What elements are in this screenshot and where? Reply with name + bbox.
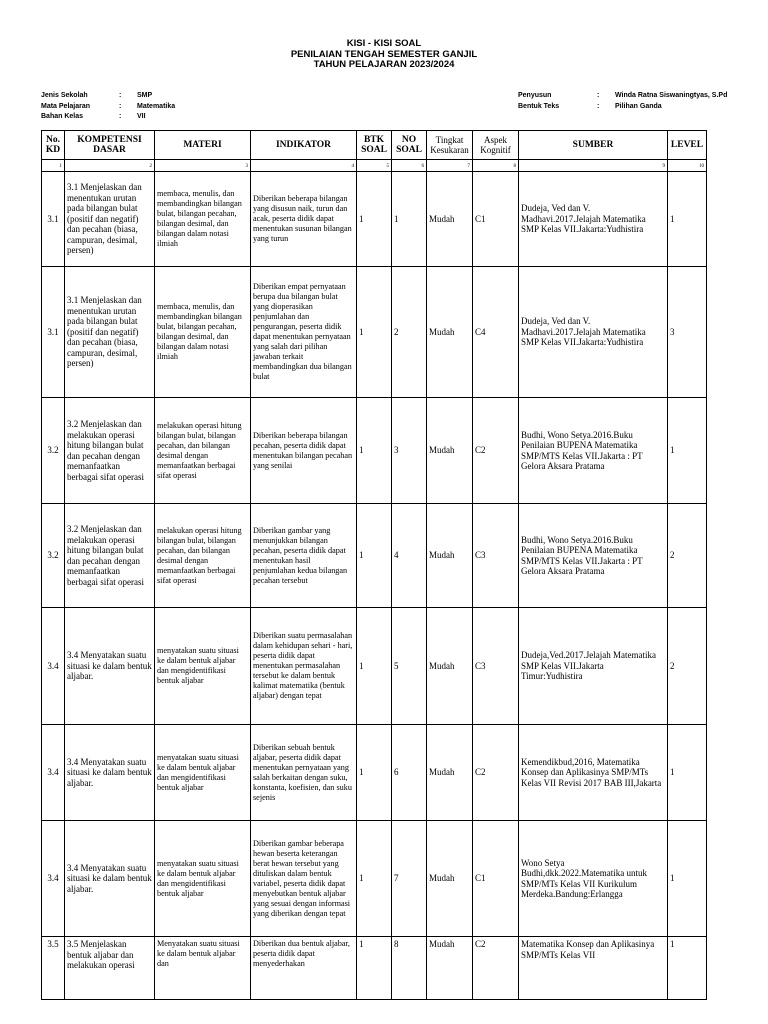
meta-key: Penyusun [518, 92, 552, 99]
cell-no-soal: 8 [392, 937, 427, 1000]
col-header-aspek: Aspek Kognitif [473, 131, 519, 160]
cell-kompetensi: 3.4 Menyatakan suatu situasi ke dalam bentuk aljabar. [65, 725, 155, 821]
meta-row [41, 91, 175, 102]
cell-indikator: Diberikan empat pernyataan berupa dua bilangan bulat yang dioperasikan penjumlahan dan pengurangan, peserta didik dapat menentukan pernyataan yang salah dari pilihan jawaban terkait membandingkan dua bilangan bulat [251, 267, 357, 398]
meta-value: Pilihan Ganda [615, 102, 662, 110]
col-number: 8 [473, 160, 519, 172]
cell-btk: 1 [357, 398, 392, 504]
col-number: 2 [65, 160, 155, 172]
table-row [42, 504, 707, 608]
cell-tingkat: Mudah [427, 267, 473, 398]
cell-no-soal: 5 [392, 608, 427, 725]
cell-aspek: C1 [473, 821, 519, 937]
meta-row [41, 112, 175, 123]
cell-sumber: Budhi, Wono Setya.2016.Buku Penilaian BUPENA Matematika SMP/MTS Kelas VII.Jakarta : PT Gelora Aksara Pratama [519, 504, 668, 608]
meta-info-right [518, 91, 727, 112]
cell-materi: membaca, menulis, dan membandingkan bilangan bulat, bilangan pecahan, bilangan desimal, dan bilangan dalam notasi ilmiah [155, 172, 251, 267]
cell-aspek: C3 [473, 608, 519, 725]
cell-indikator: Diberikan gambar beberapa hewan beserta keterangan berat hewan tersebut yang dituliskan dalam bentuk variabel, peserta didik dapat menyebutkan bentuk aljabar yang sesuai dengan informasi yang diberikan dengan tepat [251, 821, 357, 937]
cell-no-soal: 6 [392, 725, 427, 821]
header-year: TAHUN PELAJARAN 2023/2024 [313, 59, 455, 70]
cell-kd: 3.4 [42, 821, 65, 937]
cell-tingkat: Mudah [427, 937, 473, 1000]
cell-level: 3 [668, 267, 707, 398]
meta-sep: : [119, 113, 122, 120]
cell-aspek: C2 [473, 398, 519, 504]
cell-aspek: C3 [473, 504, 519, 608]
table-row [42, 937, 707, 1000]
cell-indikator: Diberikan sebuah bentuk aljabar, peserta didik dapat menentukan pernyataan yang salah berkaitan dengan suku, konstanta, koefisien, dan suku sejenis [251, 725, 357, 821]
col-number: 6 [392, 160, 427, 172]
meta-sep: : [597, 102, 600, 110]
cell-indikator: Diberikan suatu permasalahan dalam kehidupan sehari - hari, peserta didik dapat menentukan permasalahan tersebut ke dalam bentuk kalimat matematika (bentuk aljabar) dengan tepat [251, 608, 357, 725]
col-header-sumber: SUMBER [519, 131, 668, 160]
meta-row [518, 91, 727, 102]
col-number: 9 [519, 160, 668, 172]
cell-tingkat: Mudah [427, 725, 473, 821]
col-header-no-soal: NO SOAL [392, 131, 427, 160]
cell-level: 1 [668, 725, 707, 821]
cell-kompetensi: 3.1 Menjelaskan dan menentukan urutan pada bilangan bulat (positif dan negatif) dan pecahan (biasa, campuran, desimal, persen) [65, 172, 155, 267]
cell-kompetensi: 3.2 Menjelaskan dan melakukan operasi hitung bilangan bulat dan pecahan dengan memanfaatkan berbagai sifat operasi [65, 504, 155, 608]
cell-materi: melakukan operasi hitung bilangan bulat, bilangan pecahan, dan bilangan desimal dengan memanfaatkan berbagai sifat operasi [155, 398, 251, 504]
cell-materi: menyatakan suatu situasi ke dalam bentuk aljabar dan mengidentifikasi bentuk aljabar [155, 725, 251, 821]
cell-btk: 1 [357, 267, 392, 398]
cell-btk: 1 [357, 172, 392, 267]
cell-btk: 1 [357, 608, 392, 725]
cell-btk: 1 [357, 937, 392, 1000]
meta-sep: : [119, 102, 122, 110]
col-number: 4 [251, 160, 357, 172]
table-row [42, 398, 707, 504]
col-header-indikator: INDIKATOR [251, 131, 357, 160]
col-header-materi: MATERI [155, 131, 251, 160]
cell-sumber: Dudeja, Ved dan V. Madhavi.2017.Jelajah Matematika SMP Kelas VII.Jakarta:Yudhistira [519, 172, 668, 267]
cell-kompetensi: 3.4 Menyatakan suatu situasi ke dalam bentuk aljabar. [65, 821, 155, 937]
meta-sep: : [119, 92, 122, 99]
cell-level: 1 [668, 398, 707, 504]
column-number-row [42, 160, 707, 172]
cell-tingkat: Mudah [427, 398, 473, 504]
cell-kompetensi: 3.4 Menyatakan suatu situasi ke dalam bentuk aljabar. [65, 608, 155, 725]
cell-kd: 3.2 [42, 504, 65, 608]
cell-indikator: Diberikan beberapa bilangan pecahan, peserta didik dapat menentukan bilangan pecahan yang senilai [251, 398, 357, 504]
col-number: 5 [357, 160, 392, 172]
cell-kd: 3.4 [42, 608, 65, 725]
cell-aspek: C1 [473, 172, 519, 267]
cell-kd: 3.1 [42, 172, 65, 267]
col-header-btk: BTK SOAL [357, 131, 392, 160]
col-number: 3 [155, 160, 251, 172]
cell-tingkat: Mudah [427, 172, 473, 267]
cell-no-soal: 2 [392, 267, 427, 398]
cell-tingkat: Mudah [427, 821, 473, 937]
meta-value: Matematika [137, 102, 176, 110]
cell-level: 2 [668, 504, 707, 608]
cell-btk: 1 [357, 725, 392, 821]
cell-level: 1 [668, 821, 707, 937]
cell-sumber: Wono Setya Budhi,dkk.2022.Matematika untuk SMP/MTs Kelas VII Kurikulum Merdeka.Bandung:Erlangga [519, 821, 668, 937]
cell-no-soal: 1 [392, 172, 427, 267]
cell-sumber: Dudeja,Ved.2017.Jelajah Matematika SMP Kelas VII.Jakarta Timur:Yudhistira [519, 608, 668, 725]
meta-value: SMP [137, 92, 153, 99]
cell-level: 1 [668, 172, 707, 267]
col-number: 10 [668, 160, 707, 172]
cell-indikator: Diberikan dua bentuk aljabar, peserta didik dapat menyederhakan [251, 937, 357, 1000]
cell-no-soal: 7 [392, 821, 427, 937]
meta-value: VII [137, 113, 146, 120]
cell-materi: menyatakan suatu situasi ke dalam bentuk aljabar dan mengidentifikasi bentuk aljabar [155, 608, 251, 725]
table-row [42, 725, 707, 821]
cell-no-soal: 4 [392, 504, 427, 608]
header-subtitle: PENILAIAN TENGAH SEMESTER GANJIL [290, 48, 478, 60]
cell-aspek: C2 [473, 937, 519, 1000]
cell-sumber: Dudeja, Ved dan V. Madhavi.2017.Jelajah Matematika SMP Kelas VII.Jakarta:Yudhistira [519, 267, 668, 398]
cell-btk: 1 [357, 504, 392, 608]
cell-sumber: Matematika Konsep dan Aplikasinya SMP/MTs Kelas VII [519, 937, 668, 1000]
document-header [0, 39, 768, 71]
table-row [42, 608, 707, 725]
table-row [42, 172, 707, 267]
cell-kd: 3.4 [42, 725, 65, 821]
meta-key: Mata Pelajaran [41, 102, 91, 110]
cell-no-soal: 3 [392, 398, 427, 504]
meta-key: Bahan Kelas [41, 113, 84, 120]
cell-kd: 3.2 [42, 398, 65, 504]
meta-value: Winda Ratna Siswaningtyas, S.Pd [615, 92, 728, 99]
cell-sumber: Budhi, Wono Setya.2016.Buku Penilaian BUPENA Matematika SMP/MTS Kelas VII.Jakarta : PT Gelora Aksara Pratama [519, 398, 668, 504]
cell-aspek: C2 [473, 725, 519, 821]
meta-row [518, 102, 727, 113]
table-row [42, 267, 707, 398]
cell-kompetensi: 3.5 Menjelaskan bentuk aljabar dan melakukan operasi [65, 937, 155, 1000]
col-header-level: LEVEL [668, 131, 707, 160]
kisi-kisi-table [41, 130, 707, 1000]
col-number: 7 [427, 160, 473, 172]
cell-materi: membaca, menulis, dan membandingkan bilangan bulat, bilangan pecahan, bilangan desimal, dan bilangan dalam notasi ilmiah [155, 267, 251, 398]
meta-sep: : [597, 92, 600, 99]
cell-kompetensi: 3.2 Menjelaskan dan melakukan operasi hitung bilangan bulat dan pecahan dengan memanfaatkan berbagai sifat operasi [65, 398, 155, 504]
cell-kd: 3.1 [42, 267, 65, 398]
cell-materi: melakukan operasi hitung bilangan bulat, bilangan pecahan, dan bilangan desimal dengan memanfaatkan berbagai sifat operasi [155, 504, 251, 608]
cell-indikator: Diberikan gambar yang menunjukkan bilangan pecahan, peserta didik dapat menentukan hasil penjumlahan kedua bilangan pecahan tersebut [251, 504, 357, 608]
cell-materi: menyatakan suatu situasi ke dalam bentuk aljabar dan mengidentifikasi bentuk aljabar [155, 821, 251, 937]
cell-aspek: C4 [473, 267, 519, 398]
cell-tingkat: Mudah [427, 608, 473, 725]
cell-indikator: Diberikan beberapa bilangan yang disusun naik, turun dan acak, peserta didik dapat menentukan susunan bilangan yang turun [251, 172, 357, 267]
table-header-row [42, 131, 707, 160]
cell-level: 1 [668, 937, 707, 1000]
meta-row [41, 102, 175, 113]
col-header-kd: No. KD [42, 131, 65, 160]
cell-level: 2 [668, 608, 707, 725]
meta-info-left [41, 91, 175, 123]
cell-materi: Menyatakan suatu situasi ke dalam bentuk aljabar dan [155, 937, 251, 1000]
col-number: 1 [42, 160, 65, 172]
cell-sumber: Kemendikbud,2016, Matematika Konsep dan Aplikasinya SMP/MTs Kelas VII Revisi 2017 BAB III,Jakarta [519, 725, 668, 821]
meta-key: Jenis Sekolah [41, 92, 88, 99]
header-title: KISI - KISI SOAL [346, 38, 422, 49]
cell-btk: 1 [357, 821, 392, 937]
meta-key: Bentuk Teks [518, 102, 560, 110]
col-header-tingkat: Tingkat Kesukaran [427, 131, 473, 160]
cell-kd: 3.5 [42, 937, 65, 1000]
cell-tingkat: Mudah [427, 504, 473, 608]
cell-kompetensi: 3.1 Menjelaskan dan menentukan urutan pada bilangan bulat (positif dan negatif) dan pecahan (biasa, campuran, desimal, persen) [65, 267, 155, 398]
table-row [42, 821, 707, 937]
col-header-kompetensi: KOMPETENSI DASAR [65, 131, 155, 160]
